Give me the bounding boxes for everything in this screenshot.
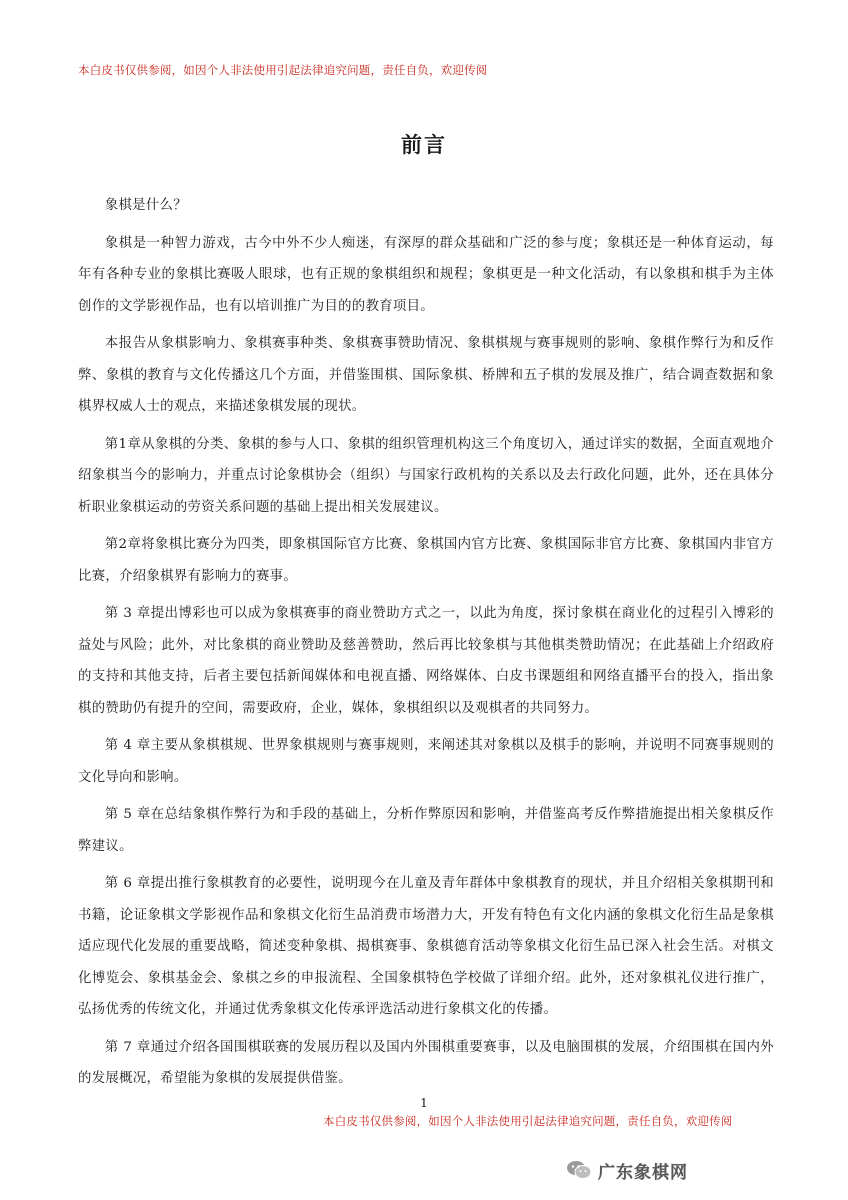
page-title: 前言: [401, 132, 447, 157]
paragraph: 第 4 章主要从象棋棋规、世界象棋规则与赛事规则，来阐述其对象棋以及棋手的影响，并说明不同赛事规则的文化导向和影响。: [78, 738, 774, 785]
paragraph: 第 3 章提出博彩也可以成为象棋赛事的商业赞助方式之一，以此为角度，探讨象棋在商业化的过程引入博彩的益处与风险；此外，对比象棋的商业赞助及慈善赞助，然后再比较象棋与其他棋类赞助情况；在此基础上介绍政府的支持和其他支持，后者主要包括新闻媒体和电视直播、网络媒体、白皮书课题组和网络直播平台的投入，指出象棋的赞助仍有提升的空间，需要政府，企业，媒体，象棋组织以及观棋者的共同努力。: [78, 606, 774, 716]
paragraph: 象棋是一种智力游戏，古今中外不少人痴迷，有深厚的群众基础和广泛的参与度；象棋还是一种体育运动，每年有各种专业的象棋比赛吸人眼球，也有正规的象棋组织和规程；象棋更是一种文化活动，有以象棋和棋手为主体创作的文学影视作品，也有以培训推广为目的的教育项目。: [78, 235, 774, 314]
header-disclaimer: 本白皮书仅供参阅，如因个人非法使用引起法律追究问题，责任自负，欢迎传阅: [78, 63, 488, 77]
paragraph: 第1章从象棋的分类、象棋的参与人口、象棋的组织管理机构这三个角度切入，通过详实的数据，全面直观地介绍象棋当今的影响力，并重点讨论象棋协会（组织）与国家行政机构的关系以及去行政化问题，此外，还在具体分析职业象棋运动的劳资关系问题的基础上提出相关发展建议。: [78, 436, 774, 515]
paragraph: 第 6 章提出推行象棋教育的必要性，说明现今在儿童及青年群体中象棋教育的现状，并且介绍相关象棋期刊和书籍，论证象棋文学影视作品和象棋文化衍生品消费市场潜力大，开发有特色有文化内涵的象棋文化衍生品是象棋适应现代化发展的重要战略，简述变种象棋、揭棋赛事、象棋德育活动等象棋文化衍生品已深入社会生活。对棋文化博览会、象棋基金会、象棋之乡的申报流程、全国象棋特色学校做了详细介绍。此外，还对象棋礼仪进行推广，弘扬优秀的传统文化，并通过优秀象棋文化传承评选活动进行象棋文化的传播。: [78, 876, 774, 1017]
page-number: 1: [420, 1096, 428, 1110]
footer-disclaimer: 本白皮书仅供参阅，如因个人非法使用引起法律追究问题，责任自负，欢迎传阅: [323, 1114, 733, 1128]
paragraph: 第2章将象棋比赛分为四类，即象棋国际官方比赛、象棋国内官方比赛、象棋国际非官方比赛、象棋国内非官方比赛，介绍象棋界有影响力的赛事。: [78, 537, 774, 584]
paragraph: 象棋是什么？: [104, 198, 187, 213]
paragraph: 本报告从象棋影响力、象棋赛事种类、象棋赛事赞助情况、象棋棋规与赛事规则的影响、象棋作弊行为和反作弊、象棋的教育与文化传播这几个方面，并借鉴围棋、国际象棋、桥牌和五子棋的发展及推广，结合调查数据和象棋界权威人士的观点，来描述象棋发展的现状。: [78, 336, 774, 414]
wechat-icon: [566, 1160, 592, 1180]
paragraph: 第 5 章在总结象棋作弊行为和手段的基础上，分析作弊原因和影响，并借鉴高考反作弊措施提出相关象棋反作弊建议。: [78, 807, 774, 854]
paragraph: 第 7 章通过介绍各国围棋联赛的发展历程以及国内外围棋重要赛事，以及电脑围棋的发展，介绍围棋在国内外的发展概况，希望能为象棋的发展提供借鉴。: [78, 1039, 774, 1086]
watermark: [566, 1158, 688, 1182]
document-body: [78, 190, 774, 1101]
watermark-text: 广东象棋网: [598, 1162, 688, 1183]
